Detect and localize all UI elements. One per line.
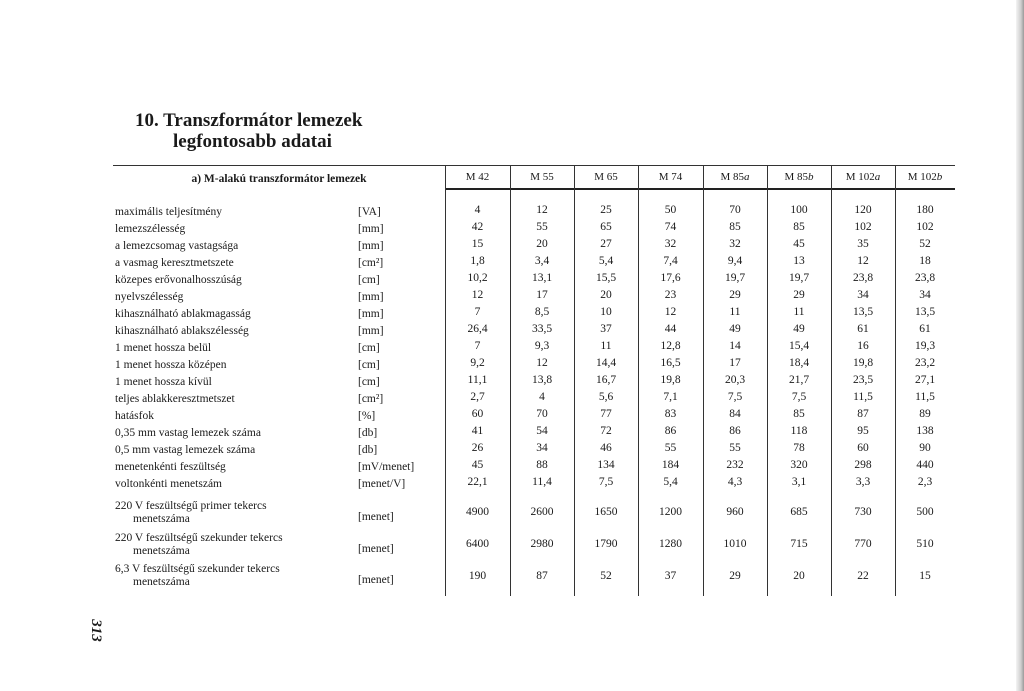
table-cell: 95 (857, 425, 869, 437)
table-cell: 1650 (594, 506, 618, 518)
table-cell: 45 (793, 238, 805, 250)
table-cell: 23,8 (914, 272, 936, 284)
table-cell: 83 (664, 408, 677, 420)
row-unit: [db] (358, 427, 378, 439)
table-cell: 102 (916, 221, 934, 233)
row-label (115, 478, 222, 491)
table-cell: 5,4 (663, 476, 678, 488)
row-label (115, 274, 242, 287)
row-label-text: hatásfok (115, 410, 154, 422)
row-label (115, 563, 280, 589)
table-cell: 27 (600, 238, 612, 250)
page-title (135, 110, 362, 152)
table-cell: 138 (916, 425, 934, 437)
table-cell: 16 (857, 340, 869, 352)
row-label-text: maximális teljesítmény (115, 206, 222, 218)
table-cell: 2600 (530, 506, 554, 518)
table-cell: 52 (919, 238, 931, 250)
table-cell: 18,4 (788, 357, 810, 369)
table-cell: 37 (664, 570, 677, 582)
table-cell: 13,1 (531, 272, 553, 284)
table-cell: 60 (857, 442, 869, 454)
row-label-text: 0,35 mm vastag lemezek száma (115, 427, 261, 439)
table-cell: 12 (536, 357, 548, 369)
row-unit: [mm] (358, 240, 384, 252)
row-label-continuation: menetszáma (133, 513, 190, 525)
table-cell: 7,1 (663, 391, 678, 403)
table-cell: 11 (600, 340, 612, 352)
table-cell: 11,1 (467, 374, 488, 386)
table-cell: 19,7 (788, 272, 810, 284)
table-cell: 3,4 (534, 255, 550, 267)
table-cell: 10 (600, 306, 612, 318)
row-label (115, 444, 255, 457)
table-cell: 37 (600, 323, 612, 335)
column-header-variant: a (744, 171, 750, 183)
table-cell: 18 (919, 255, 931, 267)
row-unit: [cm] (358, 359, 380, 371)
table-cell: 770 (854, 538, 872, 550)
table-cell: 87 (536, 570, 548, 582)
row-unit: [menet] (358, 543, 394, 555)
table-cell: 50 (664, 204, 677, 216)
table-cell: 29 (793, 289, 805, 301)
row-label-text: kihasználható ablakszélesség (115, 325, 249, 337)
table-cell: 1280 (659, 538, 682, 550)
table-cell: 9,2 (470, 357, 485, 369)
table-cell: 1200 (659, 506, 682, 518)
column-header (831, 168, 895, 186)
table-cell: 2,3 (917, 476, 933, 488)
row-label (115, 500, 267, 526)
table-cell: 52 (600, 570, 612, 582)
table-cell: 44 (664, 323, 677, 335)
row-label-text: teljes ablakkeresztmetszet (115, 393, 235, 405)
table-cell: 15,5 (595, 272, 617, 284)
table-cell: 34 (857, 289, 869, 301)
table-cell: 1,8 (470, 255, 485, 267)
row-unit: [menet/V] (358, 478, 406, 490)
table-cell: 14,4 (595, 357, 617, 369)
table-cell: 8,5 (534, 306, 550, 318)
table-cell: 20 (600, 289, 612, 301)
table-cell: 19,7 (724, 272, 746, 284)
table-cell: 19,8 (660, 374, 681, 386)
row-unit: [VA] (358, 206, 381, 218)
table-cell: 61 (857, 323, 869, 335)
table-cell: 13 (793, 255, 805, 267)
table-cell: 4 (539, 391, 545, 403)
table-cell: 23,2 (914, 357, 936, 369)
table-cell: 32 (729, 238, 741, 250)
table-cell: 120 (854, 204, 872, 216)
table-cell: 9,3 (534, 340, 550, 352)
table-cell: 440 (916, 459, 934, 471)
column-header (445, 168, 510, 186)
row-label-text: 6,3 V feszültségű szekunder tekercs (115, 563, 280, 575)
column-header-variant: b (808, 171, 814, 183)
table-cell: 55 (664, 442, 677, 454)
table-cell: 15 (919, 570, 931, 582)
table-cell: 4900 (466, 506, 489, 518)
row-unit: [mm] (358, 325, 384, 337)
table-cell: 118 (790, 425, 808, 437)
table-cell: 12 (664, 306, 677, 318)
row-label-continuation: menetszáma (133, 545, 190, 557)
table-cell: 72 (600, 425, 612, 437)
column-header-model: M 102 (907, 171, 937, 183)
table-cell: 1010 (723, 538, 747, 550)
table-cell: 960 (726, 506, 744, 518)
table-cell: 54 (536, 425, 548, 437)
row-label-text: közepes erővonalhosszúság (115, 274, 242, 286)
table-cell: 1790 (594, 538, 618, 550)
row-unit: [cm] (358, 274, 380, 286)
row-label-continuation: menetszáma (133, 576, 190, 588)
row-unit: [mV/menet] (358, 461, 415, 473)
row-label (115, 410, 154, 423)
row-unit: [cm] (358, 376, 380, 388)
table-cell: 70 (536, 408, 548, 420)
table-cell: 6400 (466, 538, 489, 550)
table-cell: 41 (471, 425, 484, 437)
table-cell: 55 (729, 442, 741, 454)
table-cell: 7,4 (663, 255, 678, 267)
table-cell: 35 (857, 238, 869, 250)
table-cell: 88 (536, 459, 548, 471)
table-cell: 17,6 (660, 272, 681, 284)
table-cell: 5,4 (598, 255, 614, 267)
table-cell: 77 (600, 408, 612, 420)
column-header-rule (445, 188, 955, 190)
table-cell: 78 (793, 442, 805, 454)
table-cell: 11 (793, 306, 805, 318)
table-cell: 19,8 (852, 357, 874, 369)
table-cell: 190 (468, 570, 487, 582)
table-cell: 21,7 (788, 374, 810, 386)
table-cell: 29 (729, 570, 741, 582)
table-cell: 20,3 (724, 374, 746, 386)
table-cell: 46 (600, 442, 612, 454)
row-unit: [mm] (358, 308, 384, 320)
row-label-text: 220 V feszültségű szekunder tekercs (115, 532, 283, 544)
row-label (115, 291, 183, 304)
row-unit: [cm] (358, 342, 380, 354)
table-cell: 20 (793, 570, 805, 582)
table-cell: 7 (474, 306, 481, 318)
table-cell: 60 (471, 408, 484, 420)
table-section-title: a) M-alakú transzformátor lemezek (191, 173, 367, 185)
row-unit: [mm] (358, 291, 384, 303)
row-label-text: 1 menet hossza kívül (115, 376, 212, 388)
table-cell: 19,3 (914, 340, 936, 352)
table-cell: 85 (793, 221, 805, 233)
table-cell: 11 (729, 306, 741, 318)
table-cell: 32 (664, 238, 677, 250)
table-cell: 12,8 (660, 340, 681, 352)
row-label (115, 532, 283, 558)
table-cell: 45 (471, 459, 484, 471)
table-cell: 15,4 (788, 340, 810, 352)
row-unit: [menet] (358, 574, 394, 586)
table-cell: 22 (857, 570, 869, 582)
table-cell: 16,5 (660, 357, 681, 369)
table-cell: 70 (729, 204, 741, 216)
table-cell: 29 (729, 289, 741, 301)
table-cell: 13,5 (852, 306, 874, 318)
row-label (115, 206, 222, 219)
table-cell: 12 (857, 255, 869, 267)
table-cell: 23,5 (852, 374, 874, 386)
column-header (703, 168, 767, 186)
table-cell: 55 (536, 221, 548, 233)
table-cell: 74 (664, 221, 677, 233)
table-cell: 17 (536, 289, 548, 301)
column-header-model: M 42 (465, 171, 490, 183)
table-cell: 3,3 (855, 476, 871, 488)
table-cell: 4 (474, 204, 481, 216)
row-unit: [db] (358, 444, 378, 456)
row-unit: [cm²] (358, 393, 384, 405)
column-header-model: M 85 (720, 171, 745, 183)
page-number: 313 (87, 619, 104, 642)
row-label (115, 223, 185, 236)
table-cell: 65 (600, 221, 612, 233)
row-label (115, 308, 251, 321)
row-unit: [cm²] (358, 257, 384, 269)
row-label-text: menetenkénti feszültség (115, 461, 226, 473)
table-cell: 33,5 (531, 323, 553, 335)
table-cell: 2980 (530, 538, 554, 550)
table-cell: 87 (857, 408, 869, 420)
table-cell: 49 (729, 323, 741, 335)
column-header (638, 168, 703, 186)
table-cell: 12 (536, 204, 548, 216)
column-header (574, 168, 638, 186)
row-label (115, 427, 261, 440)
page-edge-shadow (1016, 0, 1024, 691)
row-label-text: 1 menet hossza belül (115, 342, 212, 354)
table-cell: 100 (790, 204, 808, 216)
table-cell: 7,5 (727, 391, 743, 403)
column-header (510, 168, 574, 186)
column-header-model: M 55 (530, 171, 554, 183)
table-cell: 730 (854, 506, 872, 518)
table-cell: 2,7 (470, 391, 485, 403)
column-header (895, 168, 955, 186)
table-cell: 25 (600, 204, 612, 216)
row-label-text: 1 menet hossza középen (115, 359, 227, 371)
table-cell: 10,2 (467, 272, 488, 284)
table-cell: 86 (729, 425, 741, 437)
table-cell: 20 (536, 238, 548, 250)
page-title-line-1: 10. Transzformátor lemezek (135, 110, 363, 131)
row-label-text: a vasmag keresztmetszete (115, 257, 234, 269)
table-cell: 11,5 (853, 391, 873, 403)
row-label (115, 359, 226, 372)
table-cell: 232 (726, 459, 744, 471)
table-cell: 134 (597, 459, 615, 471)
page-title-line-2: legfontosabb adatai (173, 131, 332, 152)
table-cell: 13,8 (531, 374, 553, 386)
table-cell: 90 (919, 442, 931, 454)
row-label (115, 393, 235, 406)
table-cell: 86 (664, 425, 677, 437)
table-cell: 84 (729, 408, 741, 420)
row-label-text: lemezszélesség (115, 223, 186, 235)
row-label-text: 0,5 mm vastag lemezek száma (115, 444, 256, 456)
row-label (115, 342, 211, 355)
row-label (115, 257, 234, 270)
table-cell: 61 (919, 323, 931, 335)
table-cell: 22,1 (467, 476, 488, 488)
row-label (115, 376, 212, 389)
table-cell: 23,8 (852, 272, 874, 284)
column-header-variant: b (936, 171, 943, 183)
table-cell: 23 (664, 289, 677, 301)
table-cell: 715 (790, 538, 808, 550)
row-label-text: 220 V feszültségű primer tekercs (115, 500, 267, 512)
table-cell: 320 (790, 459, 808, 471)
table-cell: 11,4 (532, 476, 552, 488)
table-cell: 11,5 (915, 391, 935, 403)
table-cell: 102 (854, 221, 872, 233)
table-cell: 9,4 (727, 255, 743, 267)
column-header-variant: a (874, 171, 881, 183)
table-cell: 13,5 (914, 306, 936, 318)
table-cell: 298 (854, 459, 872, 471)
table-cell: 85 (729, 221, 741, 233)
table-cell: 7 (474, 340, 481, 352)
column-header-model: M 102 (845, 171, 875, 183)
table-cell: 184 (661, 459, 680, 471)
row-label (115, 240, 238, 253)
table-cell: 89 (919, 408, 931, 420)
table-cell: 14 (729, 340, 741, 352)
table-cell: 5,6 (598, 391, 614, 403)
table-cell: 510 (916, 538, 934, 550)
table-cell: 12 (471, 289, 484, 301)
column-header-model: M 85 (784, 171, 809, 183)
table-cell: 49 (793, 323, 805, 335)
table-cell: 26,4 (467, 323, 488, 335)
column-header-model: M 74 (658, 171, 683, 183)
table-cell: 34 (919, 289, 931, 301)
row-label (115, 461, 226, 474)
row-label-text: a lemezcsomag vastagsága (115, 240, 239, 252)
table-cell: 4,3 (727, 476, 743, 488)
table-cell: 3,1 (791, 476, 807, 488)
table-cell: 685 (790, 506, 808, 518)
row-unit: [menet] (358, 511, 394, 523)
column-header-model: M 65 (594, 171, 618, 183)
table-cell: 15 (471, 238, 484, 250)
table-cell: 27,1 (914, 374, 936, 386)
table-cell: 500 (916, 506, 934, 518)
row-unit: [mm] (358, 223, 384, 235)
table-cell: 85 (793, 408, 805, 420)
row-label-text: voltonkénti menetszám (115, 478, 222, 490)
table-cell: 16,7 (595, 374, 617, 386)
table-top-rule (113, 165, 955, 166)
table-cell: 34 (536, 442, 548, 454)
row-unit: [%] (358, 410, 376, 422)
row-label-text: kihasználható ablakmagasság (115, 308, 251, 320)
table-cell: 17 (729, 357, 741, 369)
table-cell: 42 (471, 221, 484, 233)
table-cell: 7,5 (791, 391, 807, 403)
table-cell: 7,5 (598, 476, 614, 488)
table-cell: 180 (916, 204, 934, 216)
row-label (115, 325, 249, 338)
row-label-text: nyelvszélesség (115, 291, 184, 303)
table-cell: 26 (471, 442, 484, 454)
column-header (767, 168, 831, 186)
